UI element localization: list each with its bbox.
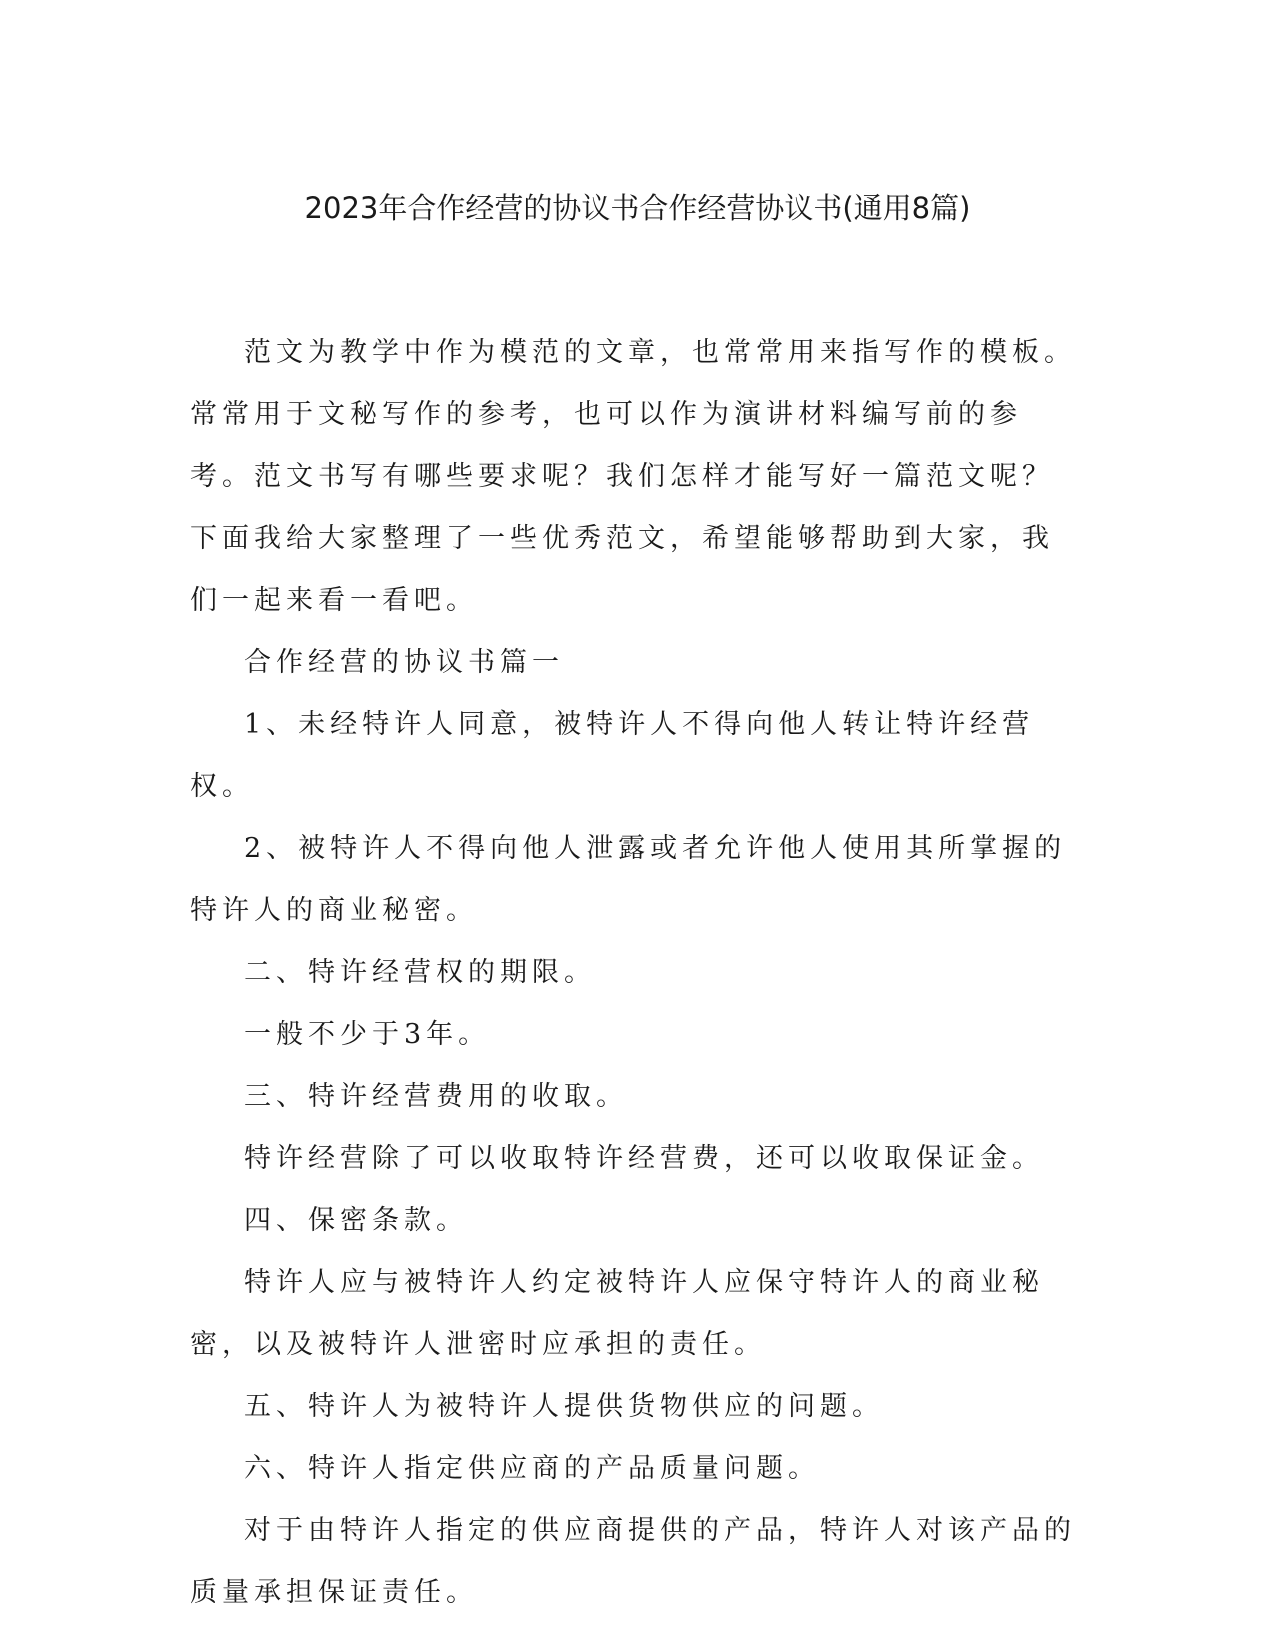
body-paragraph: 特许经营除了可以收取特许经营费，还可以收取保证金。 (244, 1143, 1044, 1174)
clause-heading: 二、特许经营权的期限。 (244, 957, 596, 988)
section-heading: 合作经营的协议书篇一 (244, 647, 564, 678)
body-paragraph: 特许人应与被特许人约定被特许人应保守特许人的商业秘密，以及被特许人泄密时应承担的责任。 (190, 1267, 1044, 1360)
intro-paragraph: 范文为教学中作为模范的文章，也常常用来指写作的模板。常常用于文秘写作的参考，也可以作为演讲材料编写前的参考。范文书写有哪些要求呢？我们怎样才能写好一篇范文呢？下面我给大家整理了一些优秀范文，希望能够帮助到大家，我们一起来看一看吧。 (190, 337, 1076, 616)
clause-heading: 五、特许人为被特许人提供货物供应的问题。 (244, 1391, 884, 1422)
clause-heading: 三、特许经营费用的收取。 (244, 1081, 628, 1112)
body-paragraph: 1、未经特许人同意，被特许人不得向他人转让特许经营权。 (190, 709, 1035, 802)
body-paragraph: 对于由特许人指定的供应商提供的产品，特许人对该产品的质量承担保证责任。 (190, 1515, 1076, 1608)
body-paragraph: 2、被特许人不得向他人泄露或者允许他人使用其所掌握的特许人的商业秘密。 (190, 833, 1067, 926)
document-title: 2023年合作经营的协议书合作经营协议书(通用8篇) (304, 191, 971, 225)
document-body (190, 322, 1080, 1624)
body-paragraph: 一般不少于3年。 (244, 1019, 491, 1050)
clause-heading: 六、特许人指定供应商的产品质量问题。 (244, 1453, 820, 1484)
clause-heading: 四、保密条款。 (244, 1205, 468, 1236)
